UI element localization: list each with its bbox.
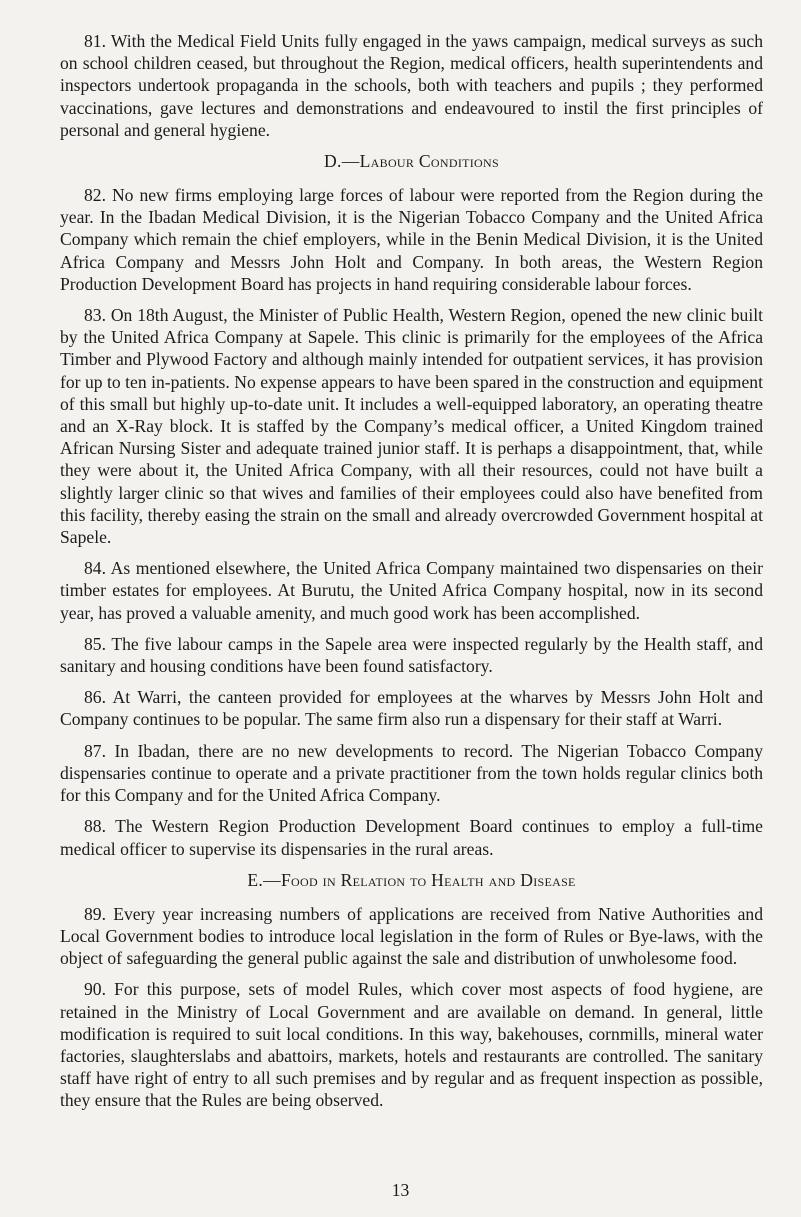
paragraph-87: 87. In Ibadan, there are no new developments to record. The Nigerian Tobacco Company dispensaries continue to operate and a private practitioner from the town holds regular clinics both for this Company and for the United Africa Company. (60, 740, 763, 806)
paragraph-88: 88. The Western Region Production Development Board continues to employ a full-time medical officer to supervise its dispensaries in the rural areas. (60, 816, 763, 859)
paragraph-90: 90. For this purpose, sets of model Rules, which cover most aspects of food hygiene, are retained in the Ministry of Local Government and are available on demand. In general, little modification is required to suit local conditions. In this way, bakehouses, cornmills, mineral water factories, slaughterslabs and abattoirs, markets, hotels and restaurants are controlled. The sanitary staff have right of entry to all such premises and by regular and as frequent inspection as possible, they ensure that the Rules are being observed. (60, 979, 763, 1111)
paragraph-81: 81. With the Medical Field Units fully engaged in the yaws campaign, medical surveys as such on school children ceased, but throughout the Region, medical officers, health superintendents and inspectors undertook propaganda in the schools, both with teachers and pupils ; they performed vaccinations, gave lectures and demonstrations and endeavoured to instil the first principles of personal and general hygiene. (60, 31, 763, 140)
paragraph-83: 83. On 18th August, the Minister of Public Health, Western Region, opened the new clinic built by the United Africa Company at Sapele. This clinic is primarily for the employees of the Africa Timber and Plywood Factory and although mainly intended for outpatient services, it has provision for up to ten in-patients. No expense appears to have been spared in the construction and equipment of this small but highly up-to-date unit. It includes a well-equipped laboratory, an operating theatre and an X-Ray block. It is staffed by the Company’s medical officer, a United Kingdom trained African Nursing Sister and adequate trained junior staff. It is perhaps a disappointment, that, while they were about it, the United Africa Company, with all their resources, could not have built a slightly larger clinic so that wives and families of their employees could also have benefited from this facility, thereby easing the strain on the small and already overcrowded Government hospital at Sapele. (60, 305, 763, 548)
paragraph-85: 85. The five labour camps in the Sapele area were inspected regularly by the Health staff, and sanitary and housing conditions have been found satisfactory. (60, 633, 763, 677)
paragraph-84: 84. As mentioned elsewhere, the United Africa Company maintained two dispensaries on their timber estates for employees. At Burutu, the United Africa Company hospital, now in its second year, has proved a valuable amenity, and much good work has been accomplished. (60, 558, 763, 623)
paragraph-86: 86. At Warri, the canteen provided for employees at the wharves by Messrs John Holt and Company continues to be popular. The same firm also run a dispensary for their staff at Warri. (60, 687, 763, 730)
paragraph-89: 89. Every year increasing numbers of applications are received from Native Authorities and Local Government bodies to introduce local legislation in the form of Rules or Bye-laws, with the object of safeguarding the general public against the sale and distribution of unwholesome food. (60, 903, 763, 969)
page-number: 13 (391, 1180, 410, 1200)
paragraph-82: 82. No new firms employing large forces of labour were reported from the Region during the year. In the Ibadan Medical Division, it is the Nigerian Tobacco Company and the United Africa Company which remain the chief employers, while in the Benin Medical Division, it is the United Africa Company and Messrs John Holt and Company. In both areas, the Western Region Production Development Board has projects in hand requiring considerable labour forces. (60, 185, 763, 294)
section-heading-labour-conditions: D.—Labour Conditions (324, 151, 499, 172)
section-heading-food-health-disease: E.—Food in Relation to Health and Disease (247, 869, 576, 890)
